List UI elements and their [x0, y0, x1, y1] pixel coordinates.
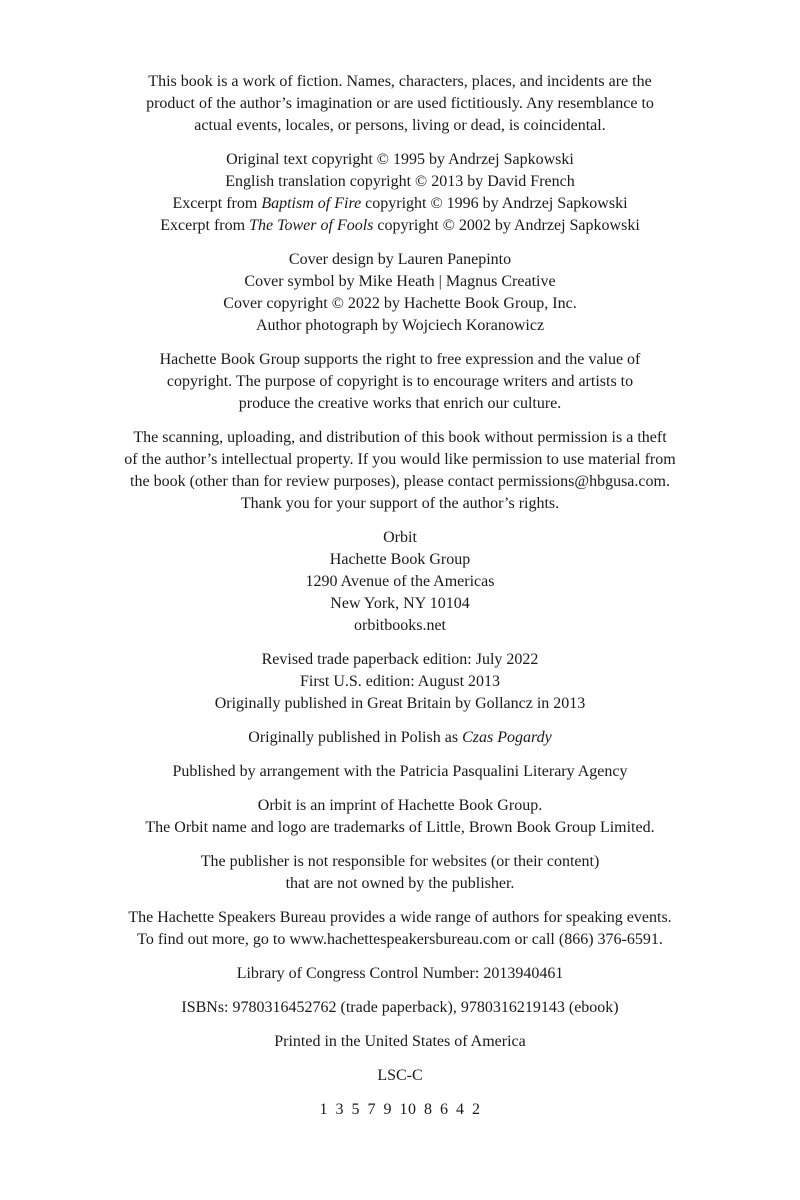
disclaimer-line: that are not owned by the publisher.: [285, 875, 515, 892]
translation-copyright: English translation copyright © 2013 by David French: [225, 173, 575, 190]
fiction-notice-line: This book is a work of fiction. Names, characters, places, and incidents are the: [148, 73, 652, 90]
arrangement-line: Published by arrangement with the Patricia Pasqualini Literary Agency: [172, 763, 628, 780]
fiction-notice-line: product of the author’s imagination or are used fictitiously. Any resemblance to: [146, 95, 654, 112]
imprint-line: The Orbit name and logo are trademarks of Little, Brown Book Group Limited.: [145, 819, 655, 836]
fiction-notice-line: actual events, locales, or persons, living or dead, is coincidental.: [194, 117, 606, 134]
excerpt-copyright: [0, 215, 800, 237]
excerpt-prefix: Excerpt from: [160, 217, 250, 234]
disclaimer-line: The publisher is not responsible for websites (or their content): [200, 853, 600, 870]
speakers-bureau-notice: [0, 907, 800, 951]
publisher-address: [0, 527, 800, 637]
loc-control-number: [0, 963, 800, 985]
edition-line: Originally published in Great Britain by Gollancz in 2013: [214, 695, 586, 712]
address-line: Orbit: [383, 529, 417, 546]
excerpt-suffix: copyright © 1996 by Andrzej Sapkowski: [361, 195, 628, 212]
isbn-line: ISBNs: 9780316452762 (trade paperback), 9780316219143 (ebook): [181, 999, 619, 1016]
polish-origin-prefix: Originally published in Polish as: [248, 729, 463, 746]
statement-line: of the author’s intellectual property. If you would like permission to use material from: [124, 451, 676, 468]
printed-in-line: Printed in the United States of America: [274, 1033, 526, 1050]
credit-line: Cover design by Lauren Panepinto: [288, 251, 512, 268]
statement-line: The scanning, uploading, and distribution of this book without permission is a theft: [133, 429, 667, 446]
printed-in: [0, 1031, 800, 1053]
lsc-line: LSC-C: [377, 1067, 423, 1084]
speakers-line: To find out more, go to www.hachettespeakersbureau.com or call (866) 376-6591.: [137, 931, 663, 948]
address-line: New York, NY 10104: [330, 595, 470, 612]
edition-line: Revised trade paperback edition: July 2022: [261, 651, 539, 668]
address-line: Hachette Book Group: [329, 551, 471, 568]
original-text-copyright: Original text copyright © 1995 by Andrzej Sapkowski: [226, 151, 574, 168]
permissions-statement: [0, 427, 800, 515]
excerpt-title: The Tower of Fools: [249, 217, 374, 234]
statement-line: Thank you for your support of the author’s rights.: [240, 495, 560, 512]
copyright-page: [0, 71, 800, 1133]
websites-disclaimer: [0, 851, 800, 895]
imprint-notice: [0, 795, 800, 839]
publisher-website: orbitbooks.net: [354, 617, 446, 634]
lsc-code: [0, 1065, 800, 1087]
credit-line: Author photograph by Wojciech Koranowicz: [255, 317, 545, 334]
free-expression-statement: [0, 349, 800, 415]
polish-origin-line: [0, 727, 800, 749]
print-line: [0, 1099, 800, 1121]
isbn-list: [0, 997, 800, 1019]
printing-number-line: 1 3 5 7 9 10 8 6 4 2: [319, 1101, 481, 1118]
polish-title: Czas Pogardy: [462, 729, 552, 746]
statement-line: produce the creative works that enrich our culture.: [238, 395, 562, 412]
statement-line: copyright. The purpose of copyright is to encourage writers and artists to: [166, 373, 634, 390]
excerpt-prefix: Excerpt from: [172, 195, 262, 212]
polish-origin: [0, 727, 800, 749]
loc-line: Library of Congress Control Number: 2013940461: [236, 965, 564, 982]
excerpt-copyright: [0, 193, 800, 215]
statement-line: Hachette Book Group supports the right to free expression and the value of: [159, 351, 641, 368]
address-line: 1290 Avenue of the Americas: [305, 573, 495, 590]
fiction-notice: [0, 71, 800, 137]
statement-line: the book (other than for review purposes), please contact permissions@hbgusa.com.: [130, 473, 670, 490]
arrangement-notice: [0, 761, 800, 783]
edition-line: First U.S. edition: August 2013: [299, 673, 501, 690]
design-credits: [0, 249, 800, 337]
excerpt-title: Baptism of Fire: [261, 195, 362, 212]
edition-history: [0, 649, 800, 715]
excerpt-suffix: copyright © 2002 by Andrzej Sapkowski: [373, 217, 640, 234]
credit-line: Cover symbol by Mike Heath | Magnus Creative: [244, 273, 556, 290]
credit-line: Cover copyright © 2022 by Hachette Book Group, Inc.: [223, 295, 577, 312]
speakers-line: The Hachette Speakers Bureau provides a wide range of authors for speaking events.: [128, 909, 672, 926]
imprint-line: Orbit is an imprint of Hachette Book Group.: [257, 797, 543, 814]
copyright-notices: [0, 149, 800, 237]
